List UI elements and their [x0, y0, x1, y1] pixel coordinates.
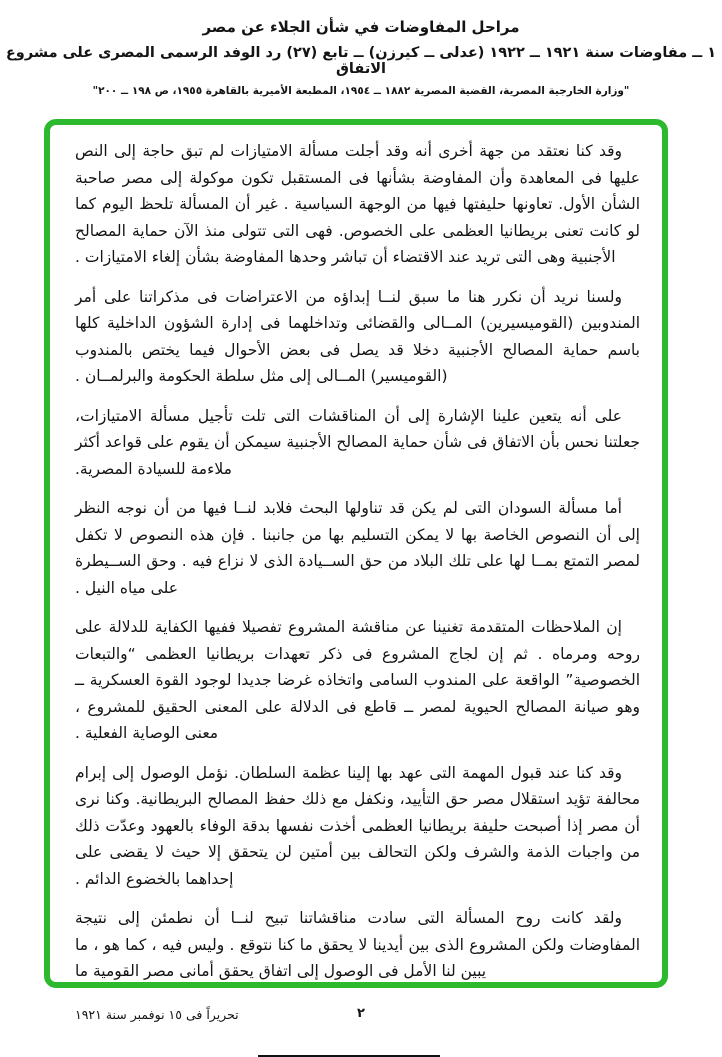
paragraph: إن الملاحظات المتقدمة تغنينا عن مناقشة المشروع تفصيلا ففيها الكفاية للدلالة على روحه ومرماه . ثم إن لجاج المشروع فى ذكر تعهدات بريطانيا العظمى “والتبعات الخصوصية” الواقعة على المندوب السامى واتخاذه غرضا جديدا لوجود القوة العسكرية ــ وهو صيانة المصالح الحيوية لمصر ــ قاطع فى الدلالة على المعنى الحقيق للمشروع ، معنى الوصاية الفعلية .: [75, 618, 640, 742]
source-citation: "وزارة الخارجية المصرية، القضية المصرية ١٨٨٢ ــ ١٩٥٤، المطبعة الأميرية بالقاهرة ١٩٥٥، ص ١٩٨ ــ ٢٠٠": [92, 85, 630, 97]
document-header: [0, 18, 722, 97]
date-line: تحريراً فى ١٥ نوفمبر سنة ١٩٢١: [75, 1006, 239, 1022]
page-subtitle: ١ ــ مفاوضات سنة ١٩٢١ ــ ١٩٢٢ (عدلى ــ كيرزن) ــ تابع (٢٧) رد الوفد الرسمى المصرى على مشروع الاتفاق: [5, 45, 717, 77]
paragraph: على أنه يتعين علينا الإشارة إلى أن المناقشات التى تلت تأجيل مسألة الامتيازات، جعلتنا نحس بأن الاتفاق فى شأن حماية المصالح الأجنبية سيمكن أن يقوم على قواعد أكثر ملاءمة للسيادة المصرية.: [75, 406, 640, 478]
document-body: [75, 138, 640, 1022]
paragraph: ولقد كانت روح المسألة التى سادت مناقشاتنا تبيح لنــا أن نطمئن إلى نتيجة المفاوضات ولكن المشروع الذى بين أيدينا لا يحقق ما كنا نتوقع . وليس فيه ، كما هو ، ما يبين لنا الأمل فى الوصول إلى اتفاق يحقق أمانى مصر القومية ما: [75, 909, 640, 980]
paragraph: وقد كنا نعتقد من جهة أخرى أنه وقد أجلت مسألة الامتيازات لم تبق حاجة إلى النص عليها فى المعاهدة وأن المفاوضة بشأنها فى المستقبل تكون موكولة إلى مصر صاحبة الشأن الأول. تعاونها حليفتها فيها من الوجهة السياسية . غير أن المسألة تلحظ اليوم كما لو كانت تعنى بريطانيا العظمى على الخصوص. فهى التى تتولى منذ الآن حماية المصالح الأجنبية وهى التى تريد عند الاقتضاء أن تباشر وحدها المفاوضة بشأن إلغاء الامتيازات .: [75, 142, 640, 266]
paragraph: ولسنا نريد أن نكرر هنا ما سبق لنــا إبداؤه من الاعتراضات فى مذكراتنا على أمر المندوبين (القوميسيرين) المــالى والقضائى وتداخلهما فى إدارة الشؤون الداخلية كلها باسم حماية المصالح الأجنبية دخلا قد يصل فى بعض الأحوال فيما يختص بالمندوب (القوميسير) المــالى إلى مثل سلطة الحكومة والبرلمــان .: [75, 287, 640, 385]
paragraph: وقد كنا عند قبول المهمة التى عهد بها إلينا عظمة السلطان. نؤمل الوصول إلى إبرام محالفة تؤيد استقلال مصر حق التأييد، ونكفل مع ذلك حفظ المصالح البريطانية. وكنا نرى أن مصر إذا أصبحت حليفة بريطانيا العظمى أخذت نفسها بدقة الوفاء بالعهود وعدّت ذلك من واجبات الذمة والشرف ولكن التحالف بين أمتين لن يتحقق إلا حيث لا يقضى على إحداهما بالخضوع الدائم .: [75, 763, 640, 888]
paragraph: أما مسألة السودان التى لم يكن قد تناولها البحث فلابد لنــا فيها من أن نوجه النظر إلى أن النصوص الخاصة بها لا يمكن التسليم بها من جانبنا . فإن هذه النصوص لا تكفل لمصر التمتع بمــا لها على تلك البلاد من حق الســيادة الذى لا نزاع فيه . وحق الســيطرة على مياه النيل .: [75, 499, 640, 597]
page-number: ٢: [357, 1006, 365, 1021]
green-frame: [44, 119, 668, 1022]
page-title: مراحل المفاوضات في شأن الجلاء عن مصر: [202, 18, 520, 36]
